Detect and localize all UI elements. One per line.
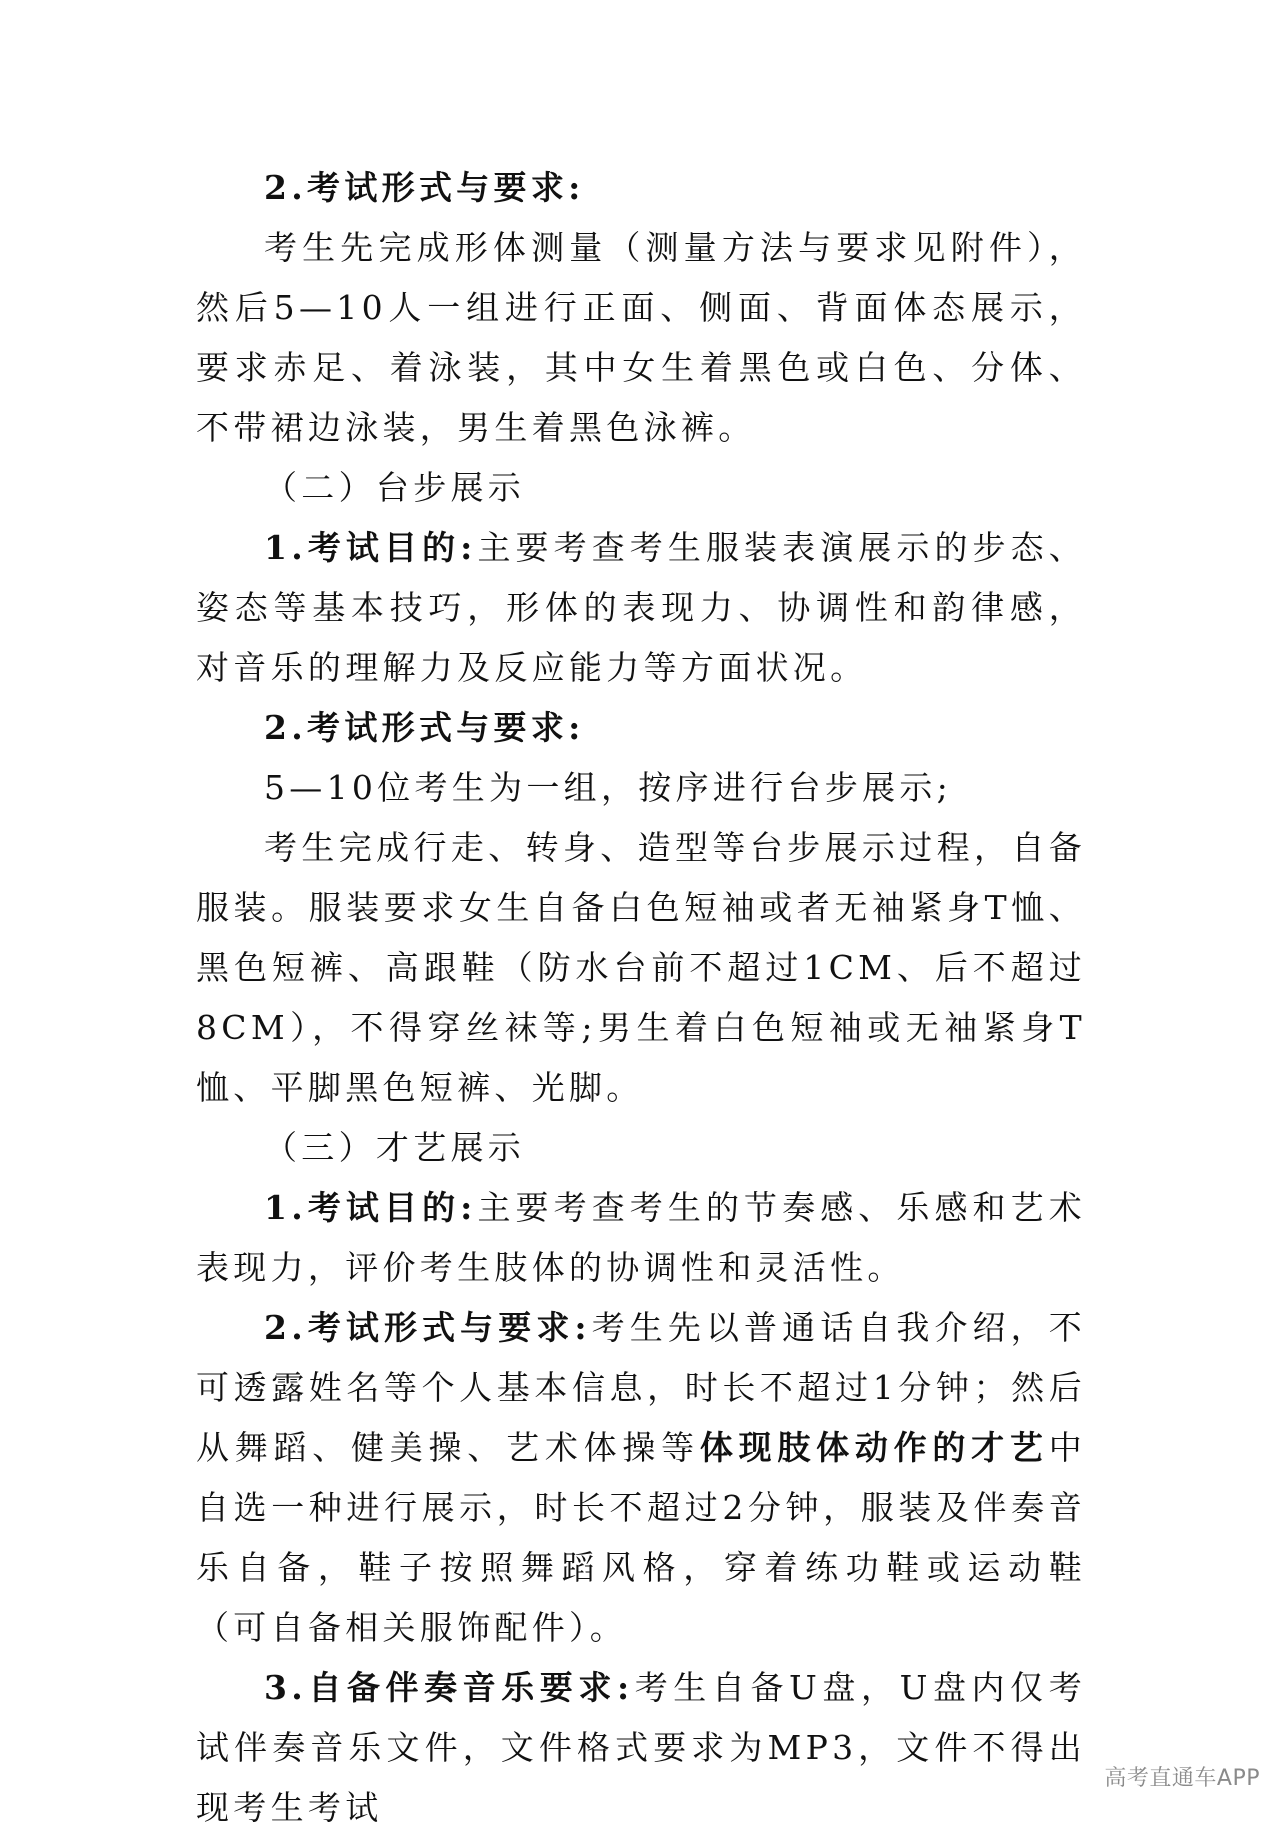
heading-exam-form-2 bbox=[196, 698, 1086, 758]
watermark-text: 高考直通车APP bbox=[1104, 1766, 1260, 1791]
paragraph-talent-form bbox=[196, 1298, 1086, 1658]
heading-exam-form-1 bbox=[196, 158, 1086, 218]
paragraph-lead: 1.考试目的: bbox=[264, 528, 477, 567]
paragraph-lead: 2.考试形式与要求: bbox=[264, 1308, 591, 1347]
paragraph-text: 主要考查考生服装表演展示的步态、姿态等基本技巧，形体的表现力、协调性和韵律感，对音乐的理解力及反应能力等方面状况。 bbox=[196, 528, 1086, 687]
section-title-talent bbox=[196, 1118, 1086, 1178]
paragraph-text: 考生完成行走、转身、造型等台步展示过程，自备服装。服装要求女生自备白色短袖或者无袖紧身T恤、黑色短裤、高跟鞋（防水台前不超过1CM、后不超过8CM），不得穿丝袜等;男生着白色短袖或无袖紧身T恤、平脚黑色短裤、光脚。 bbox=[196, 828, 1086, 1107]
section-title-text: （二）台步展示 bbox=[264, 468, 526, 507]
document-body bbox=[196, 158, 1086, 1838]
paragraph-body-measurement bbox=[196, 218, 1086, 458]
paragraph-catwalk-group bbox=[196, 758, 1086, 818]
paragraph-music-requirement bbox=[196, 1658, 1086, 1838]
paragraph-text-tail: 中自选一种进行展示，时长不超过2分钟，服装及伴奏音乐自备，鞋子按照舞蹈风格，穿着练功鞋或运动鞋（可自备相关服饰配件）。 bbox=[196, 1428, 1086, 1647]
paragraph-text: 5—10位考生为一组，按序进行台步展示; bbox=[264, 768, 953, 807]
paragraph-lead: 3.自备伴奏音乐要求: bbox=[264, 1668, 634, 1707]
paragraph-catwalk-dress bbox=[196, 818, 1086, 1118]
heading-label: 2.考试形式与要求: bbox=[264, 168, 585, 207]
paragraph-emphasis: 体现肢体动作的才艺 bbox=[699, 1428, 1049, 1467]
paragraph-text: 考生先以普通话自我介绍，不可透露姓名等个人基本信息，时长不超过1分钟；然后从舞蹈、健美操、艺术体操等 bbox=[196, 1308, 1086, 1467]
paragraph-lead: 1.考试目的: bbox=[264, 1188, 477, 1227]
paragraph-talent-purpose bbox=[196, 1178, 1086, 1298]
section-title-text: （三）才艺展示 bbox=[264, 1128, 526, 1167]
paragraph-text: 考生先完成形体测量（测量方法与要求见附件），然后5—10人一组进行正面、侧面、背面体态展示，要求赤足、着泳装，其中女生着黑色或白色、分体、不带裙边泳装，男生着黑色泳裤。 bbox=[196, 228, 1086, 447]
paragraph-text: 考生自备U盘，U盘内仅考试伴奏音乐文件，文件格式要求为MP3，文件不得出现考生考试 bbox=[196, 1668, 1086, 1827]
section-title-catwalk bbox=[196, 458, 1086, 518]
paragraph-text: 主要考查考生的节奏感、乐感和艺术表现力，评价考生肢体的协调性和灵活性。 bbox=[196, 1188, 1086, 1287]
paragraph-catwalk-purpose bbox=[196, 518, 1086, 698]
heading-label: 2.考试形式与要求: bbox=[264, 708, 585, 747]
